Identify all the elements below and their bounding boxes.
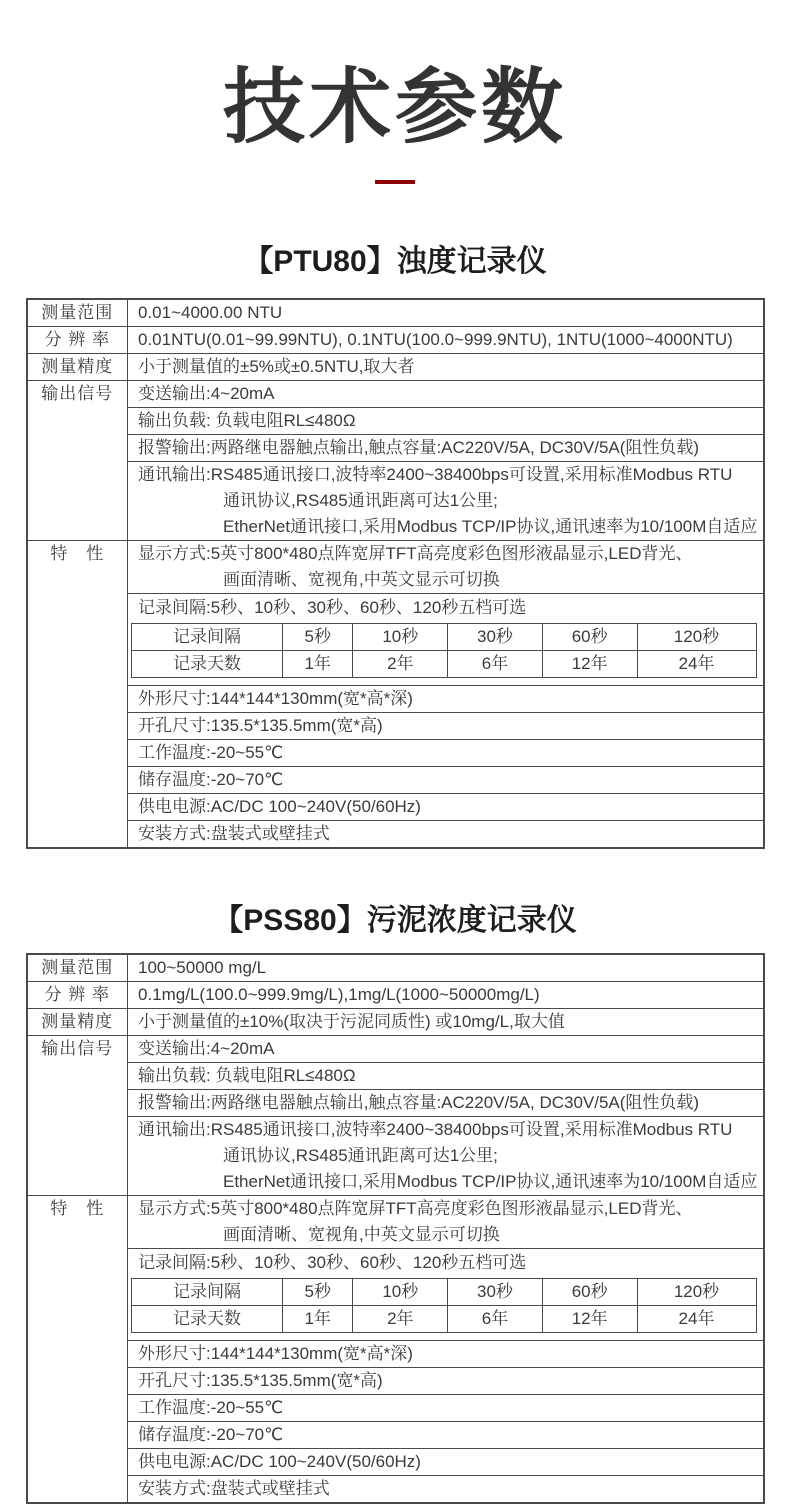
spec-value-accuracy: 小于测量值的±5%或±0.5NTU,取大者: [128, 354, 764, 381]
table-row: [27, 982, 764, 1009]
table-row: [132, 651, 757, 678]
comm-line-3: EtherNet通讯接口,采用Modbus TCP/IP协议,通讯速率为10/100M自适应: [223, 517, 758, 536]
spec-label-range: 测量范围: [27, 954, 128, 982]
table-row: [27, 354, 764, 381]
spec-value-mounting: 安装方式:盘装式或壁挂式: [128, 1476, 764, 1504]
table-row: [27, 686, 764, 713]
comm-line-1: 通讯输出:RS485通讯接口,波特率2400~38400bps可设置,采用标准Modbus RTU: [138, 1120, 733, 1139]
table-row: [27, 1395, 764, 1422]
section-heading-pss80: 【PSS80】污泥浓度记录仪: [213, 904, 577, 937]
table-row: [27, 1063, 764, 1090]
table-row: [27, 1422, 764, 1449]
spec-label-output: 输出信号: [27, 1036, 128, 1196]
pss80-spec-table: [26, 953, 765, 1504]
record-header-cell: 记录间隔: [132, 1279, 283, 1306]
spec-value-work-temp: 工作温度:-20~55℃: [128, 740, 764, 767]
spec-value-accuracy: 小于测量值的±10%(取决于污泥同质性) 或10mg/L,取大值: [128, 1009, 764, 1036]
spec-value-display: [128, 1196, 764, 1249]
table-row: [27, 954, 764, 982]
title-accent-line: [375, 180, 415, 184]
record-interval-value: 120秒: [637, 1279, 756, 1306]
record-interval-table: [131, 623, 757, 678]
spec-label-features: 特 性: [27, 1196, 128, 1504]
spec-value-dimensions: 外形尺寸:144*144*130mm(宽*高*深): [128, 1341, 764, 1368]
table-row: [27, 1090, 764, 1117]
spec-label-accuracy: 测量精度: [27, 354, 128, 381]
comm-line-2: 通讯协议,RS485通讯距离可达1公里;: [223, 1146, 498, 1165]
record-interval-value: 30秒: [448, 1279, 543, 1306]
spec-value-output-load: 输出负载: 负载电阻RL≤480Ω: [128, 408, 764, 435]
record-interval-cell: [128, 1249, 764, 1341]
spec-value-resolution: 0.01NTU(0.01~99.99NTU), 0.1NTU(100.0~999.9NTU), 1NTU(1000~4000NTU): [128, 327, 764, 354]
spec-value-mounting: 安装方式:盘装式或壁挂式: [128, 821, 764, 849]
spec-value-display: [128, 541, 764, 594]
record-interval-note: 记录间隔:5秒、10秒、30秒、60秒、120秒五档可选: [138, 598, 527, 617]
spec-label-resolution: 分 辨 率: [27, 982, 128, 1009]
table-row: [27, 821, 764, 849]
table-row: [132, 624, 757, 651]
table-row: [27, 1449, 764, 1476]
table-row: [132, 1306, 757, 1333]
table-row: [27, 327, 764, 354]
record-interval-value: 60秒: [542, 624, 637, 651]
table-row: [27, 1036, 764, 1063]
record-interval-value: 10秒: [353, 624, 448, 651]
table-row: [27, 408, 764, 435]
spec-value-transmit-output: 变送输出:4~20mA: [128, 1036, 764, 1063]
page-title: 技术参数: [222, 62, 567, 153]
record-days-value: 1年: [283, 651, 353, 678]
spec-value-resolution: 0.1mg/L(100.0~999.9mg/L),1mg/L(1000~50000mg/L): [128, 982, 764, 1009]
table-row: [27, 541, 764, 594]
table-row: [27, 1249, 764, 1341]
record-days-value: 12年: [542, 651, 637, 678]
record-days-value: 1年: [283, 1306, 353, 1333]
table-row: [27, 740, 764, 767]
record-interval-value: 10秒: [353, 1279, 448, 1306]
record-days-value: 6年: [448, 1306, 543, 1333]
record-interval-value: 5秒: [283, 1279, 353, 1306]
spec-value-transmit-output: 变送输出:4~20mA: [128, 381, 764, 408]
record-days-label: 记录天数: [132, 1306, 283, 1333]
spec-value-range: 0.01~4000.00 NTU: [128, 299, 764, 327]
record-days-value: 2年: [353, 1306, 448, 1333]
display-line-1: 显示方式:5英寸800*480点阵宽屏TFT高亮度彩色图形液晶显示,LED背光、: [138, 544, 693, 563]
spec-value-power: 供电电源:AC/DC 100~240V(50/60Hz): [128, 1449, 764, 1476]
table-row: [27, 435, 764, 462]
table-row: [27, 462, 764, 541]
record-days-value: 12年: [542, 1306, 637, 1333]
comm-line-3: EtherNet通讯接口,采用Modbus TCP/IP协议,通讯速率为10/100M自适应: [223, 1172, 758, 1191]
spec-value-output-load: 输出负载: 负载电阻RL≤480Ω: [128, 1063, 764, 1090]
spec-value-storage-temp: 储存温度:-20~70℃: [128, 767, 764, 794]
table-row: [27, 794, 764, 821]
comm-line-1: 通讯输出:RS485通讯接口,波特率2400~38400bps可设置,采用标准Modbus RTU: [138, 465, 733, 484]
record-interval-cell: [128, 594, 764, 686]
spec-value-work-temp: 工作温度:-20~55℃: [128, 1395, 764, 1422]
table-row: [27, 1476, 764, 1504]
comm-line-2: 通讯协议,RS485通讯距离可达1公里;: [223, 491, 498, 510]
record-interval-value: 5秒: [283, 624, 353, 651]
table-row: [27, 713, 764, 740]
spec-value-comm-output: [128, 1117, 764, 1196]
table-row: [132, 1279, 757, 1306]
spec-value-cutout: 开孔尺寸:135.5*135.5mm(宽*高): [128, 1368, 764, 1395]
table-row: [27, 767, 764, 794]
record-interval-value: 30秒: [448, 624, 543, 651]
record-days-value: 24年: [637, 651, 756, 678]
spec-value-cutout: 开孔尺寸:135.5*135.5mm(宽*高): [128, 713, 764, 740]
table-row: [27, 1009, 764, 1036]
spec-label-resolution: 分 辨 率: [27, 327, 128, 354]
display-line-2: 画面清晰、宽视角,中英文显示可切换: [223, 1225, 500, 1244]
table-row: [27, 1341, 764, 1368]
record-days-value: 2年: [353, 651, 448, 678]
spec-label-accuracy: 测量精度: [27, 1009, 128, 1036]
display-line-2: 画面清晰、宽视角,中英文显示可切换: [223, 570, 500, 589]
record-interval-value: 60秒: [542, 1279, 637, 1306]
spec-value-power: 供电电源:AC/DC 100~240V(50/60Hz): [128, 794, 764, 821]
spec-label-output: 输出信号: [27, 381, 128, 541]
table-row: [27, 299, 764, 327]
table-row: [27, 594, 764, 686]
record-interval-value: 120秒: [637, 624, 756, 651]
spec-value-range: 100~50000 mg/L: [128, 954, 764, 982]
spec-value-dimensions: 外形尺寸:144*144*130mm(宽*高*深): [128, 686, 764, 713]
section-heading-ptu80: 【PTU80】浊度记录仪: [243, 245, 547, 278]
record-interval-table: [131, 1278, 757, 1333]
record-interval-note: 记录间隔:5秒、10秒、30秒、60秒、120秒五档可选: [138, 1253, 527, 1272]
record-days-label: 记录天数: [132, 651, 283, 678]
display-line-1: 显示方式:5英寸800*480点阵宽屏TFT高亮度彩色图形液晶显示,LED背光、: [138, 1199, 693, 1218]
spec-value-comm-output: [128, 462, 764, 541]
spec-value-alarm-output: 报警输出:两路继电器触点输出,触点容量:AC220V/5A, DC30V/5A(阻性负载): [128, 435, 764, 462]
spec-label-range: 测量范围: [27, 299, 128, 327]
ptu80-spec-table: [26, 298, 765, 849]
table-row: [27, 1196, 764, 1249]
table-row: [27, 1117, 764, 1196]
spec-value-storage-temp: 储存温度:-20~70℃: [128, 1422, 764, 1449]
record-days-value: 24年: [637, 1306, 756, 1333]
table-row: [27, 1368, 764, 1395]
spec-value-alarm-output: 报警输出:两路继电器触点输出,触点容量:AC220V/5A, DC30V/5A(阻性负载): [128, 1090, 764, 1117]
record-days-value: 6年: [448, 651, 543, 678]
record-header-cell: 记录间隔: [132, 624, 283, 651]
table-row: [27, 381, 764, 408]
spec-label-features: 特 性: [27, 541, 128, 849]
